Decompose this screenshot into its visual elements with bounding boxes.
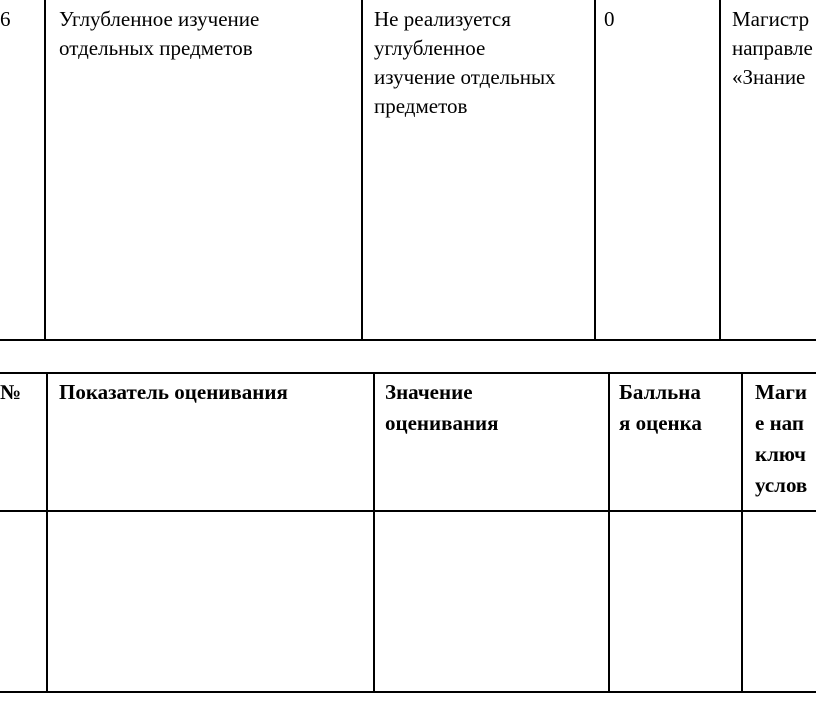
header-value: Значение оценивания <box>385 380 499 435</box>
table-2-border <box>0 372 816 374</box>
header-direction: Маги е нап ключ услов <box>755 380 808 497</box>
table-1-border <box>594 0 596 341</box>
score-cell: 0 <box>604 7 615 31</box>
table-2-border <box>608 372 610 693</box>
value-cell: Не реализуется углубленное изучение отдельных предметов <box>374 7 556 118</box>
table-2-border <box>741 372 743 693</box>
table-2-border <box>0 691 816 693</box>
table-row-number: 6 <box>0 7 11 31</box>
header-indicator: Показатель оценивания <box>59 380 288 404</box>
table-1-border <box>719 0 721 341</box>
indicator-cell: Углубленное изучение отдельных предметов <box>59 7 260 60</box>
table-1-border <box>44 0 46 341</box>
table-1-border <box>361 0 363 341</box>
table-1-border <box>0 339 816 341</box>
header-score: Балльна я оценка <box>619 380 702 435</box>
table-2-border <box>373 372 375 693</box>
header-number: № <box>0 380 22 404</box>
table-2-border <box>46 372 48 693</box>
direction-cell: Магистр направле «Знание <box>732 7 813 89</box>
table-2-border <box>0 510 816 512</box>
